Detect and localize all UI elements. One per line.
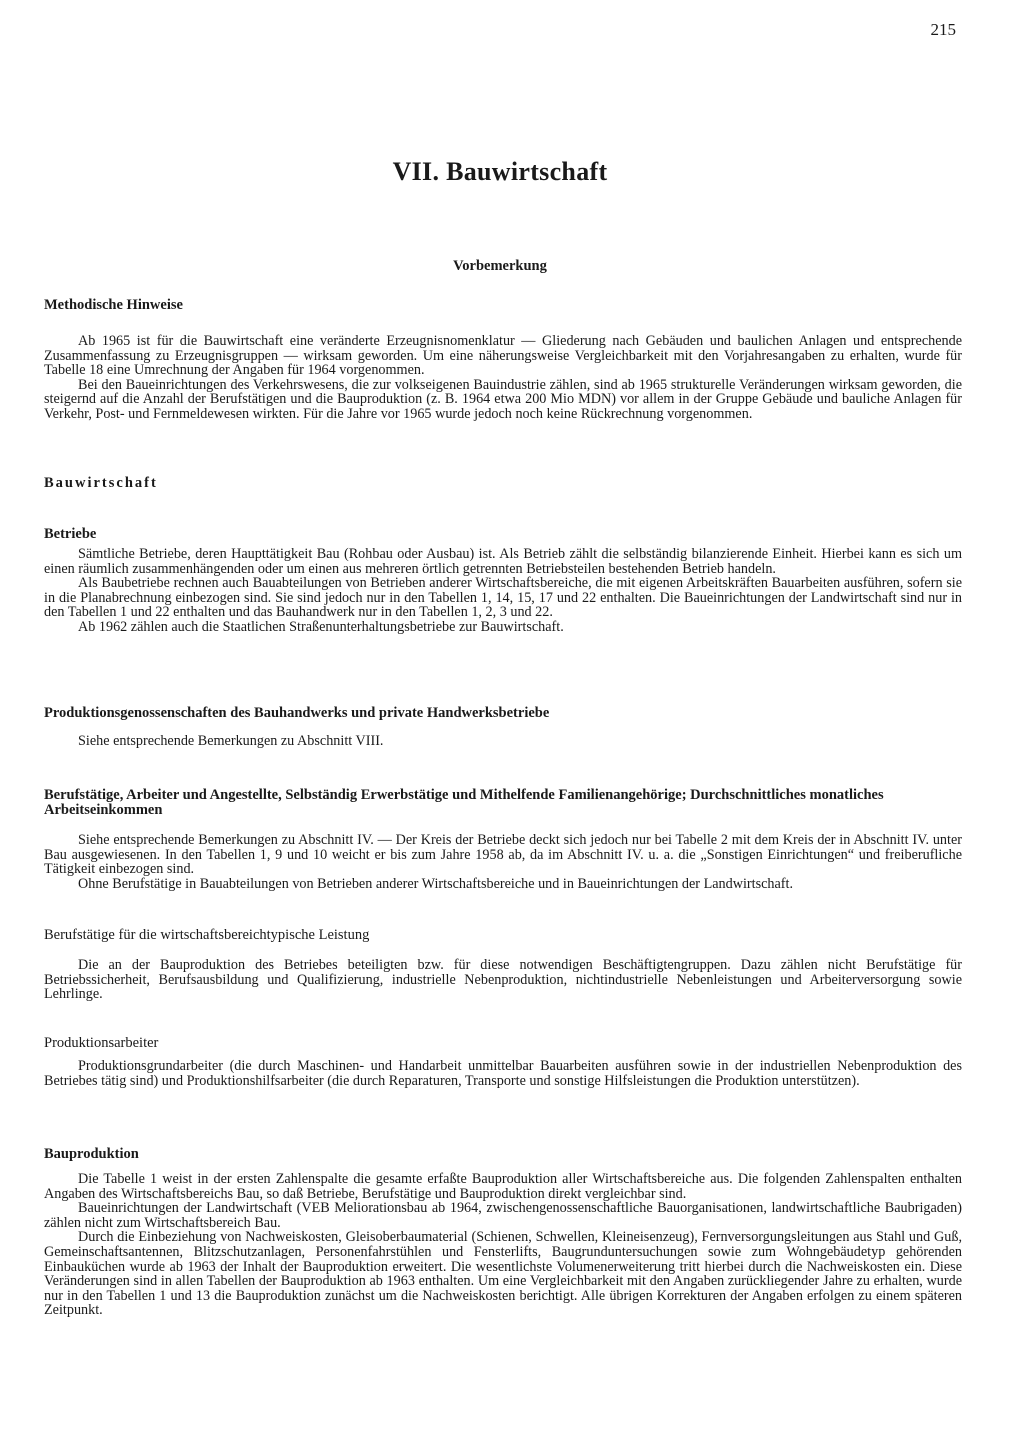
paragraph: Die Tabelle 1 weist in der ersten Zahlenspalte die gesamte erfaßte Bauproduktion aller Wirtschaftsbereiche aus. Die folgenden Zahlenspalten enthalten Angaben des Wirtschaftsbereichs Bau, so daß Betriebe, Berufstätige und Bauproduktion direkt vergleichbar sind. xyxy=(44,1171,962,1202)
paragraph: Durch die Einbeziehung von Nachweiskosten, Gleisoberbaumaterial (Schienen, Schwellen, Kleineisenzeug), Fernversorgungsleitungen aus Stahl und Guß, Gemeinschaftsantennen, Blitzschutzanlagen, Personenfahrstühlen und Fensterlifts, Baugrunduntersuchungen sowie zum Wohngebäudetyp gehörenden Einbauküchen wurde ab 1963 der Inhalt der Bauproduktion erweitert. Die wesentlichste Volumenerweiterung tritt hierbei durch die Nachweiskosten ein. Diese Veränderungen sind in allen Tabellen der Bauproduktion ab 1963 enthalten. Um eine Vergleichbarkeit mit den Angaben zurückliegender Jahre zu erhalten, wurde nur in den Tabellen 1 und 13 die Bauproduktion zunächst um die Nachweiskosten berichtigt. Alle übrigen Korrekturen der Angaben erfolgen zu einem späteren Zeitpunkt. xyxy=(44,1229,962,1319)
section-heading-betriebe: Betriebe xyxy=(44,526,97,542)
paragraph: Als Baubetriebe rechnen auch Bauabteilungen von Betrieben anderer Wirtschaftsbereiche, die mit eigenen Arbeitskräften Bauarbeiten ausführen, sofern sie in die Planabrechnung einbezogen sind. Sie sind jedoch nur in den Tabellen 1, 14, 15, 17 und 22 enthalten. Die Baueinrichtungen der Landwirtschaft sind nur in den Tabellen 1 und 22 enthalten und das Bauhandwerk nur in den Tabellen 1, 2, 3 und 22. xyxy=(44,575,962,621)
section-body-produktionsarbeiter xyxy=(44,1059,962,1088)
section-heading-bauproduktion: Bauproduktion xyxy=(44,1146,139,1162)
section-heading-bauwirtschaft: Bauwirtschaft xyxy=(44,475,158,491)
section-body-bauproduktion xyxy=(44,1172,962,1318)
paragraph: Ab 1962 zählen auch die Staatlichen Straßenunterhaltungsbetriebe zur Bauwirtschaft. xyxy=(78,618,564,635)
section-body-betriebe xyxy=(44,547,962,635)
section-body-pgh xyxy=(44,734,962,749)
paragraph: Ab 1965 ist für die Bauwirtschaft eine veränderte Erzeugnisnomenklatur — Gliederung nach Gebäuden und baulichen Anlagen und entsprechende Zusammenfassung zu Erzeugnisgruppen — wirksam geworden. Um eine näherungsweise Vergleichbarkeit mit den Vorjahresangaben zu erhalten, wurde für Tabelle 18 eine Umrechnung der Angaben für 1964 vorgenommen. xyxy=(44,333,962,379)
paragraph: Produktionsgrundarbeiter (die durch Maschinen- und Handarbeit unmittelbar Bauarbeiten ausführen sowie in der industriellen Nebenproduktion des Betriebes tätig sind) und Produktionshilfsarbeiter (die durch Reparaturen, Transporte und sonstige Hilfsleistungen die Produktion unterstützen). xyxy=(44,1058,962,1089)
paragraph: Siehe entsprechende Bemerkungen zu Abschnitt VIII. xyxy=(78,733,384,749)
page-number: 215 xyxy=(930,20,956,39)
section-heading-methodische-hinweise: Methodische Hinweise xyxy=(44,297,183,313)
paragraph: Die an der Bauproduktion des Betriebes beteiligten bzw. für diese notwendigen Beschäftigtengruppen. Dazu zählen nicht Berufstätige für Betriebssicherheit, Berufsausbildung und Qualifizierung, industrielle Nebenproduktion, nichtindustrielle Nebenleistungen und Arbeiterversorgung sowie Lehrlinge. xyxy=(44,957,962,1003)
paragraph: Ohne Berufstätige in Bauabteilungen von Betrieben anderer Wirtschaftsbereiche und in Baueinrichtungen der Landwirtschaft. xyxy=(78,875,793,892)
section-body-wirtschaftsbereichtypisch xyxy=(44,958,962,1002)
section-body-berufstaetige xyxy=(44,833,962,891)
section-heading-berufstaetige: Berufstätige, Arbeiter und Angestellte, Selbständig Erwerbstätige und Mithelfende Familienangehörige; Durchschnittliches monatliches Arbeitseinkommen xyxy=(44,787,884,818)
section-heading-pgh: Produktionsgenossenschaften des Bauhandwerks und private Handwerksbetriebe xyxy=(44,705,550,721)
section-heading-wirtschaftsbereichtypisch: Berufstätige für die wirtschaftsbereichtypische Leistung xyxy=(44,927,370,943)
section-body-methodische-hinweise xyxy=(44,334,962,422)
paragraph: Baueinrichtungen der Landwirtschaft (VEB Meliorationsbau ab 1964, zwischengenossenschaftliche Bauorganisationen, landwirtschaftliche Baubrigaden) zählen nicht zum Wirtschaftsbereich Bau. xyxy=(44,1200,962,1231)
paragraph: Siehe entsprechende Bemerkungen zu Abschnitt IV. — Der Kreis der Betriebe deckt sich jedoch nur bei Tabelle 2 mit dem Kreis der in Abschnitt IV. unter Bau ausgewiesenen. In den Tabellen 1, 9 und 10 weicht er bis zum Jahre 1958 ab, da im Abschnitt IV. u. a. die „Sonstigen Einrichtungen“ und freiberufliche Tätigkeit einbezogen sind. xyxy=(44,832,962,878)
chapter-title: VII. Bauwirtschaft xyxy=(392,157,608,186)
preliminary-remark-heading: Vorbemerkung xyxy=(453,258,547,274)
section-heading-produktionsarbeiter: Produktionsarbeiter xyxy=(44,1035,159,1051)
paragraph: Bei den Baueinrichtungen des Verkehrswesens, die zur volkseigenen Bauindustrie zählen, sind ab 1965 strukturelle Veränderungen wirksam geworden, die steigernd auf die Anzahl der Berufstätigen und die Bauproduktion (z. B. 1964 etwa 200 Mio MDN) vor allem in der Gruppe Gebäude und bauliche Anlagen für Verkehr, Post- und Fernmeldewesen wirkten. Für die Jahre vor 1965 wurde jedoch noch keine Rückrechnung vorgenommen. xyxy=(44,376,962,422)
paragraph: Sämtliche Betriebe, deren Haupttätigkeit Bau (Rohbau oder Ausbau) ist. Als Betrieb zählt die selbständig bilanzierende Einheit. Hierbei kann es sich um einen räumlich zusammenhängenden oder um einen aus mehreren örtlich getrennten Betriebsteilen bestehenden Betrieb handeln. xyxy=(44,546,962,577)
